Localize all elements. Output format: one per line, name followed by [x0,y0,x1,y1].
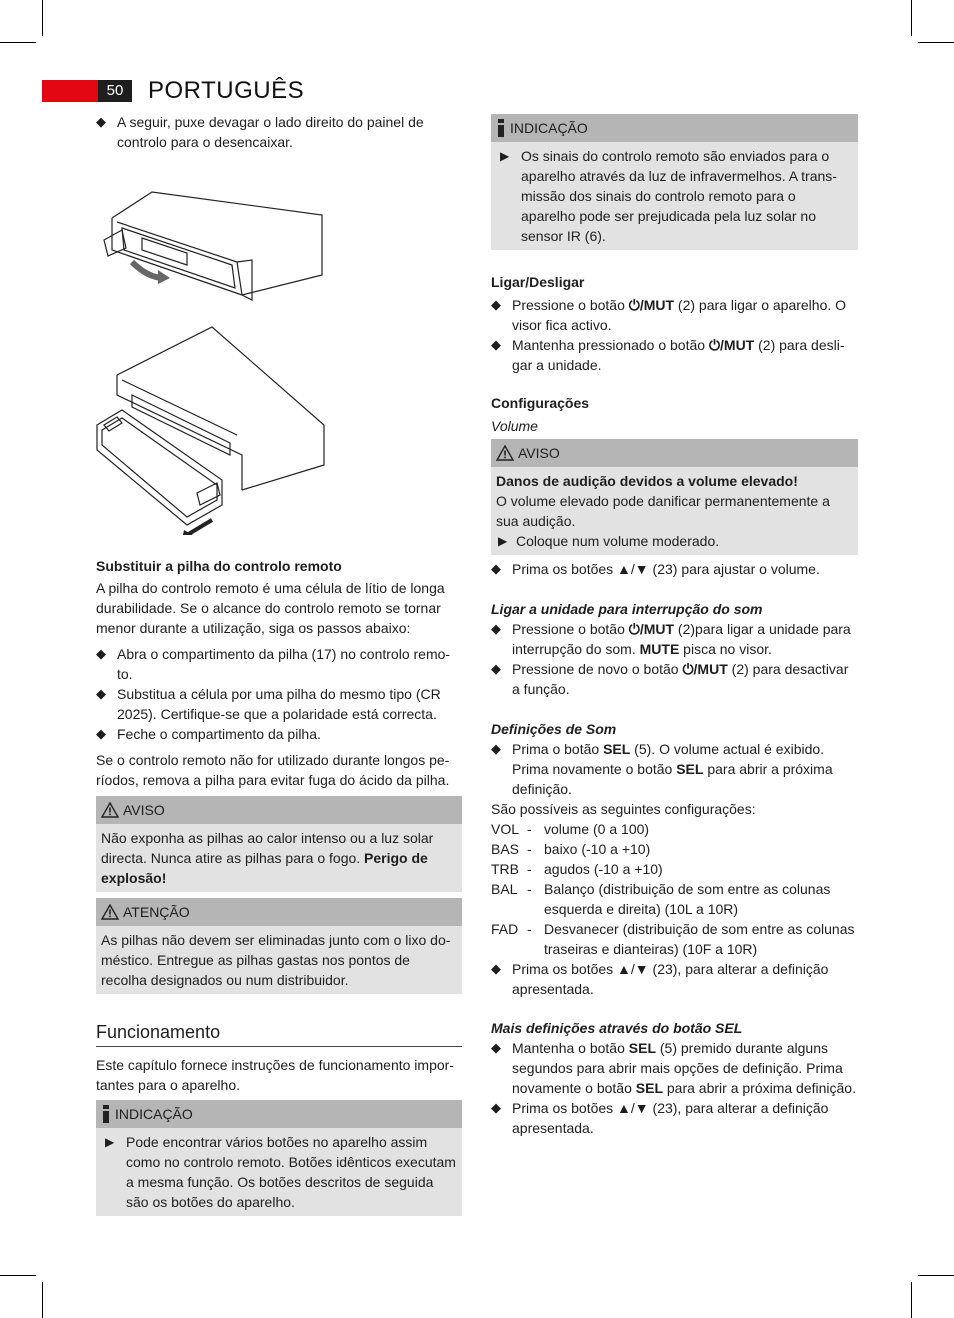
list-item-text: Prima os botões ▲/▼ (23), para alterar a definição apresentada. [512,961,829,997]
sel-key-label: SEL [603,741,631,757]
right-column [491,114,858,1138]
warning-box [491,439,858,555]
info-text: Os sinais do controlo remoto são enviados para o aparelho através da luz de infravermelhos. A trans- missão dos sinais do controlo remoto para o aparelho pode ser prejudicada pela luz solar no sensor IR (6). [521,148,837,244]
triangle-right-icon: ▶ [500,149,510,163]
diamond-icon: ◆ [96,686,106,701]
list-item-text: Pressione o botão [512,297,629,313]
list-item-text: Feche o compartimento da pilha. [117,726,321,742]
warning-box [96,796,462,892]
config-heading: Configurações [491,395,590,411]
sound-heading: Definições de Som [491,721,617,737]
list-item-text: (2)para ligar a unidade para interrupção do som. [512,621,851,657]
warning-instruction: Coloque num volume moderado. [516,533,720,549]
warning-box-title: AVISO [123,802,165,818]
list-item-text: Prima os botões ▲/▼ (23), para alterar a definição apresentada. [512,1100,829,1136]
warning-box-body [491,467,858,555]
setting-desc: agudos (-10 a +10) [544,861,663,877]
warning-triangle-icon [496,445,514,461]
list-item-text: (2) para desli- gar a unidade. [512,337,845,373]
setting-dash: - [527,921,532,937]
diamond-icon: ◆ [491,621,501,636]
caution-box-body: As pilhas não devem ser eliminadas junto com o lixo do- méstico. Entregue as pilhas gastas nos pontos de recolha designados ou num distribuidor. [96,926,462,994]
info-box-title: INDICAÇÃO [510,120,588,136]
list-item-text: (2) para desactivar a função. [512,661,849,697]
list-item [96,684,462,724]
list-item-text: Pressione de novo o botão [512,661,683,677]
setting-row [491,859,858,879]
warning-text: Não exponha as pilhas ao calor intenso ou a luz solar directa. Nunca atire as pilhas para o fogo. [101,830,434,866]
sel-key-label: SEL [628,1040,656,1056]
list-item-text: (5) premido durante alguns segundos para abrir mais opções de definição. Prima novamente o botão [512,1040,843,1096]
list-item-text: Abra o compartimento da pilha (17) no controlo remo- to. [117,646,451,682]
diamond-icon: ◆ [491,561,501,576]
diamond-icon: ◆ [491,661,501,676]
warning-triangle-icon [101,802,119,818]
left-column-lower [96,556,462,1216]
list-item-text: Prima o botão [512,741,604,757]
diamond-icon: ◆ [96,114,106,129]
setting-desc: Balanço (distribuição de som entre as colunas esquerda e direita) (10L a 10R) [544,881,831,917]
diamond-icon: ◆ [96,646,106,661]
warning-box-title: AVISO [518,445,560,461]
list-item [496,531,852,551]
list-item-text: Mantenha pressionado o botão [512,337,709,353]
info-box [96,1100,462,1216]
section-title: Funcionamento [96,1020,462,1047]
setting-desc: volume (0 a 100) [544,821,650,837]
setting-key: VOL [491,821,520,837]
intro-text: A seguir, puxe devagar o lado direito do painel de controlo para o desencaixar. [117,114,424,150]
setting-dash: - [527,841,532,857]
setting-dash: - [527,821,532,837]
battery-note: Se o controlo remoto não for utilizado durante longos pe- ríodos, remova a pilha para evitar fuga do ácido da pilha. [96,752,450,788]
settings-list [491,819,858,959]
caution-box-header [96,898,462,926]
warning-triangle-icon [101,904,119,920]
diamond-icon: ◆ [96,726,106,741]
caution-box-title: ATENÇÃO [123,904,190,920]
list-item-text: (5). O volume actual é exibido. Prima novamente o botão [512,741,825,777]
mute-label: MUTE [639,641,680,657]
crop-mark [911,1282,912,1318]
power-key-label: ⏻/MUT [708,337,755,353]
sel-key-label: SEL [635,1080,663,1096]
list-item [96,112,462,152]
faceplate-detached-illustration [92,325,332,535]
volume-heading: Volume [491,418,538,434]
crop-mark [918,1275,954,1276]
power-key-label: ⏻/MUT [628,621,675,637]
faceplate-removal-illustration [92,190,332,310]
list-item [491,659,858,699]
battery-paragraph: A pilha do controlo remoto é uma célula de lítio de longa durabilidade. Se o alcance do controlo remoto se tornar menor durante a utilização, siga os passos abaixo: [96,580,445,636]
list-item [96,724,462,744]
info-box-title: INDICAÇÃO [115,1106,193,1122]
more-settings-heading: Mais definições através do botão SEL [491,1020,743,1036]
crop-mark [0,42,36,43]
battery-heading: Substituir a pilha do controlo remoto [96,558,342,574]
crop-mark [42,0,43,36]
list-item-text: Substitua a célula por uma pilha do mesmo tipo (CR 2025). Certifique-se que a polaridade está correcta. [117,686,441,722]
list-item-text: (2) para ligar o aparelho. O visor fica activo. [512,297,847,333]
setting-dash: - [527,861,532,877]
power-key-label: ⏻/MUT [682,661,728,677]
list-item-text: para abrir a próxima definição. [663,1080,856,1096]
diamond-icon: ◆ [491,741,501,756]
diamond-icon: ◆ [491,1040,501,1055]
triangle-right-icon: ▶ [498,534,508,548]
crop-mark [918,42,954,43]
crop-mark [0,1275,36,1276]
list-item [491,335,858,375]
settings-intro: São possíveis as seguintes configurações: [491,801,756,817]
info-box-body [491,142,858,250]
crop-mark [42,1282,43,1318]
triangle-right-icon: ▶ [105,1135,115,1149]
list-item-text: Mantenha o botão [512,1040,629,1056]
list-item [96,644,462,684]
info-icon [101,1105,111,1123]
setting-dash: - [527,881,532,897]
page-number: 50 [98,80,132,102]
warning-box-header [491,439,858,467]
warning-box-body [96,824,462,892]
list-item-text: para abrir a próxima definição. [512,761,833,797]
list-item [491,619,858,659]
warning-emphasis: Danos de audição devidos a volume elevado! [496,473,798,489]
info-box [491,114,858,250]
setting-row [491,819,858,839]
info-box-header [491,114,858,142]
list-item [496,146,852,246]
mute-heading: Ligar a unidade para interrupção do som [491,601,763,617]
setting-key: BAS [491,841,520,857]
caution-box [96,898,462,994]
setting-desc: baixo (-10 a +10) [544,841,651,857]
info-icon [496,119,506,137]
left-column [96,112,462,152]
section-paragraph: Este capítulo fornece instruções de funcionamento impor- tantes para o aparelho. [96,1057,454,1093]
setting-key: TRB [491,861,519,877]
setting-row [491,839,858,859]
setting-desc: Desvanecer (distribuição de som entre as colunas traseiras e dianteiras) (10F a 10R) [544,921,855,957]
info-box-body [96,1128,462,1216]
info-box-header [96,1100,462,1128]
setting-row [491,879,858,919]
list-item [491,559,858,579]
list-item-text: Pressione o botão [512,621,629,637]
diamond-icon: ◆ [491,961,501,976]
power-key-label: ⏻/MUT [628,297,675,313]
list-item-text: pisca no visor. [679,641,772,657]
warning-box-header [96,796,462,824]
diamond-icon: ◆ [491,297,501,312]
list-item [491,739,858,799]
page-accent-bar [42,80,98,102]
power-heading: Ligar/Desligar [491,274,585,290]
info-text: Pode encontrar vários botões no aparelho assim como no controlo remoto. Botões idênticos executam a mesma função. Os botões descritos de seguida são os botões do aparelho. [126,1134,456,1210]
list-item [101,1132,456,1212]
list-item-text: Prima os botões ▲/▼ (23) para ajustar o volume. [512,561,820,577]
list-item [491,1098,858,1138]
list-item [491,959,858,999]
diamond-icon: ◆ [491,337,501,352]
warning-text: O volume elevado pode danificar permanentemente a sua audição. [496,493,830,529]
sel-key-label: SEL [676,761,704,777]
diamond-icon: ◆ [491,1100,501,1115]
setting-row [491,919,858,959]
list-item [491,295,858,335]
warning-emphasis: Perigo de explosão! [101,850,428,886]
page-title: PORTUGUÊS [148,77,305,104]
setting-key: FAD [491,921,519,937]
crop-mark [911,0,912,36]
setting-key: BAL [491,881,518,897]
list-item [491,1038,858,1098]
